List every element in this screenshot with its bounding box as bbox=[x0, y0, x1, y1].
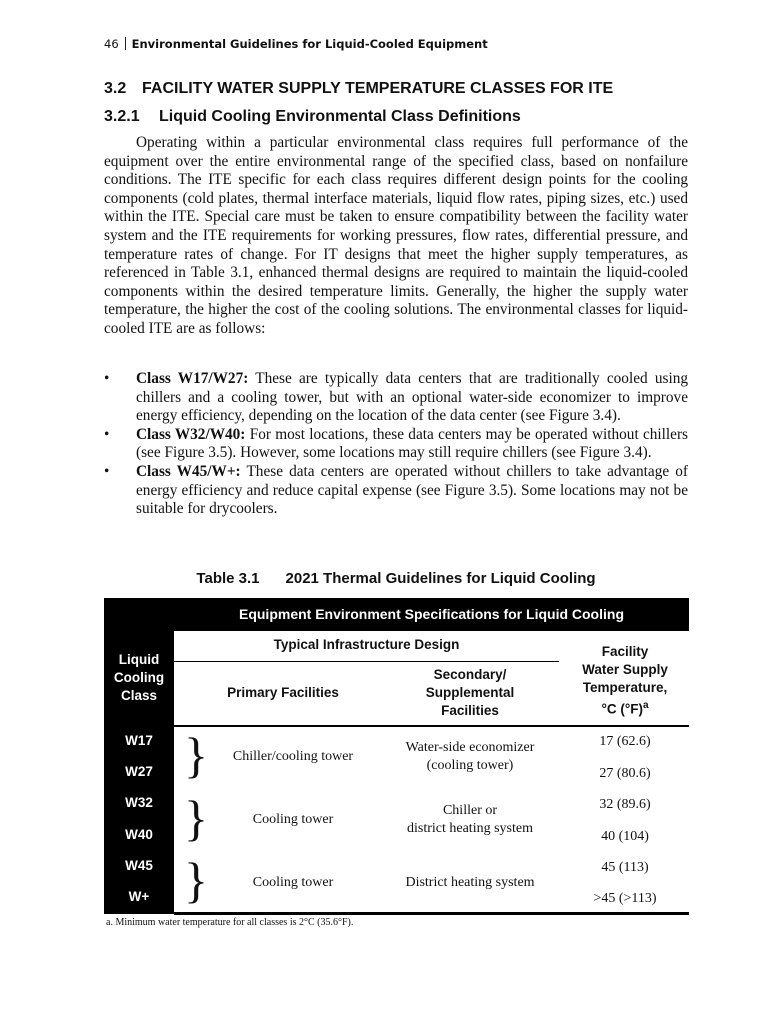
header-temperature-line bbox=[562, 697, 688, 719]
header-secondary-line: Facilities bbox=[441, 703, 499, 718]
section-number: 3.2 bbox=[104, 80, 127, 97]
table-caption bbox=[104, 570, 688, 587]
header-temperature-line: Facility bbox=[601, 644, 649, 659]
class-term: Class W45/W+: bbox=[136, 462, 241, 480]
class-term: Class W32/W40: bbox=[136, 425, 246, 443]
primary-facility: Chiller/cooling tower bbox=[232, 749, 354, 764]
header-infrastructure: Typical Infrastructure Design bbox=[273, 637, 460, 652]
running-head-divider bbox=[125, 37, 126, 50]
header-temperature bbox=[562, 643, 688, 719]
temperature-value: 45 (113) bbox=[601, 860, 649, 875]
header-secondary-line: Supplemental bbox=[425, 685, 515, 700]
thermal-guidelines-table bbox=[104, 598, 689, 916]
header-bottom-rule bbox=[174, 725, 689, 727]
class-label-w-plus: W+ bbox=[128, 889, 150, 904]
class-description: These data centers are operated without chillers to take advantage of energy efficiency and reduce capital expense (see Figure 3.5). Some locations may not be suitable for drycoolers. bbox=[136, 462, 688, 518]
temperature-value: 32 (89.6) bbox=[599, 797, 651, 812]
secondary-facility-line: Chiller or bbox=[442, 803, 498, 818]
header-secondary-line: Secondary/ bbox=[433, 667, 507, 682]
secondary-facility-line: (cooling tower) bbox=[426, 758, 514, 773]
secondary-facility bbox=[380, 802, 560, 838]
table-banner bbox=[174, 598, 689, 631]
table-number: Table 3.1 bbox=[196, 570, 260, 587]
primary-facility: Cooling tower bbox=[252, 812, 334, 827]
header-rule bbox=[174, 661, 559, 662]
secondary-facility-line: district heating system bbox=[407, 821, 533, 836]
subsection-heading bbox=[104, 108, 684, 126]
bullet-symbol: • bbox=[104, 462, 110, 480]
section-heading bbox=[104, 80, 684, 98]
table-banner-text: Equipment Environment Specifications for Liquid Cooling bbox=[238, 606, 624, 622]
header-primary: Primary Facilities bbox=[227, 685, 339, 700]
class-term: Class W17/W27: bbox=[136, 370, 249, 387]
page-number: 46 bbox=[104, 37, 119, 51]
class-description: These are typically data centers that are traditionally cooled using chillers and a cooling tower, but with an optional water-side economizer to improve energy efficiency, depending on the location of the data center (see Figure 3.4). bbox=[136, 370, 688, 425]
temperature-value: 17 (62.6) bbox=[599, 734, 651, 749]
group-brace: } bbox=[184, 790, 208, 846]
bullet-symbol: • bbox=[104, 425, 110, 443]
secondary-facility-line: District heating system bbox=[405, 875, 535, 890]
running-head bbox=[104, 37, 488, 51]
header-class-line: Liquid bbox=[118, 652, 160, 667]
secondary-facility bbox=[380, 874, 560, 892]
temperature-value: >45 (>113) bbox=[593, 891, 657, 906]
list-item bbox=[104, 426, 688, 463]
class-label-w45: W45 bbox=[125, 858, 153, 873]
class-label-w17: W17 bbox=[125, 733, 153, 748]
running-head-title: Environmental Guidelines for Liquid-Cooled Equipment bbox=[131, 37, 488, 51]
class-label-w40: W40 bbox=[125, 827, 153, 842]
header-temperature-line: Water Supply bbox=[582, 662, 668, 677]
footnote-marker: a bbox=[642, 700, 649, 711]
table-title: 2021 Thermal Guidelines for Liquid Cooling bbox=[285, 570, 596, 587]
header-class-line: Cooling bbox=[113, 670, 165, 685]
subsection-title: Liquid Cooling Environmental Class Definitions bbox=[159, 108, 521, 125]
secondary-facility-line: Water-side economizer bbox=[405, 740, 535, 755]
table-bottom-rule bbox=[174, 912, 689, 915]
subsection-number: 3.2.1 bbox=[104, 108, 140, 125]
header-class bbox=[104, 651, 174, 705]
secondary-facility bbox=[380, 739, 560, 775]
group-brace: } bbox=[184, 727, 208, 783]
group-brace: } bbox=[184, 852, 208, 908]
header-temperature-unit: °C (°F) bbox=[601, 701, 643, 717]
table-footnote: a. Minimum water temperature for all classes is 2°C (35.6°F). bbox=[106, 917, 354, 928]
class-list bbox=[104, 370, 688, 519]
list-item bbox=[104, 463, 688, 519]
header-class-line: Class bbox=[120, 688, 158, 703]
list-item bbox=[104, 370, 688, 426]
class-description: For most locations, these data centers may be operated without chillers (see Figure 3.5). However, some locations may still require chillers (see Figure 3.4). bbox=[136, 425, 688, 462]
class-label-w27: W27 bbox=[125, 764, 153, 779]
section-title: FACILITY WATER SUPPLY TEMPERATURE CLASSES FOR ITE bbox=[142, 80, 614, 97]
class-label-w32: W32 bbox=[125, 795, 153, 810]
temperature-value: 40 (104) bbox=[601, 829, 649, 844]
bullet-symbol: • bbox=[104, 370, 110, 387]
header-secondary bbox=[370, 666, 570, 720]
body-paragraph: Operating within a particular environmental class requires full performance of the equipment over the entire environmental range of the specified class, based on nonfailure conditions. The ITE specific for each class requires different design points for the cooling components (cold plates, thermal interface materials, liquid flow rates, piping sizes, etc.) used within the ITE. Special care must be taken to ensure compatibility between the facility water system and the ITE requirements for working pressures, flow rates, differential pressure, and temperature rates of change. For IT designs that meet the higher supply temperatures, as referenced in Table 3.1, enhanced thermal designs are required to maintain the liquid-cooled components within the desired temperature limits. Generally, the higher the supply water temperature, the higher the cost of the cooling solutions. The environmental classes for liquid-cooled ITE are as follows: bbox=[104, 134, 688, 337]
temperature-value: 27 (80.6) bbox=[599, 766, 651, 781]
header-temperature-line: Temperature, bbox=[582, 680, 668, 695]
primary-facility: Cooling tower bbox=[252, 875, 334, 890]
